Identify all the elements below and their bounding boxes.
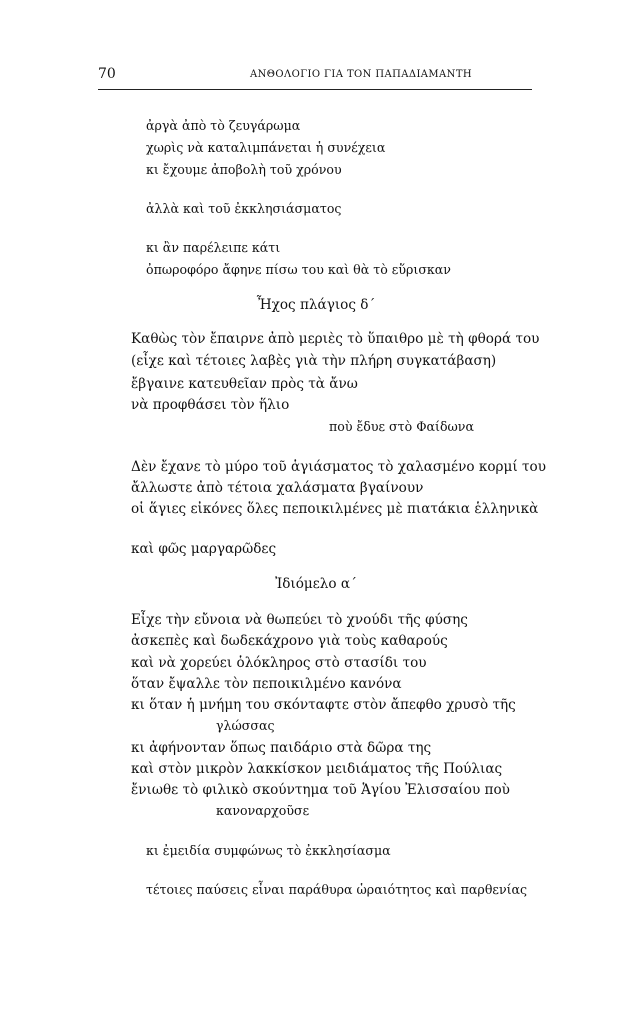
poem-line: κι ἂν παρέλειπε κάτι	[146, 240, 281, 255]
poem-line: (εἶχε καὶ τέτοιες λαβὲς γιὰ τὴν πλήρη συγκατάβαση)	[131, 353, 497, 369]
running-head: ΑΝΘΟΛΟΓΙΟ ΓΙΑ ΤΟΝ ΠΑΠΑΔΙΑΜΑΝΤΗ	[250, 69, 473, 80]
poem-line: χωρὶς νὰ καταλιμπάνεται ἡ συνέχεια	[146, 140, 386, 155]
poem-line: Καθὼς τὸν ἔπαιρνε ἀπὸ μεριὲς τὸ ὕπαιθρο μὲ τὴ φθορά του	[131, 331, 540, 347]
poem-line: νὰ προφθάσει τὸν ἥλιο	[131, 397, 290, 413]
poem-line: γλώσσας	[216, 718, 275, 733]
poem-line: κι ἐμειδία συμφώνως τὸ ἐκκλησίασμα	[146, 843, 391, 858]
poem-line: κανοναρχοῦσε	[216, 803, 310, 818]
section-heading: Ἰδιόμελο α΄	[275, 576, 357, 592]
poem-line: κι ἔχουμε ἀποβολὴ τοῦ χρόνου	[146, 162, 342, 177]
poem-line: ἄλλωστε ἀπὸ τέτοια χαλάσματα βγαίνουν	[131, 480, 424, 496]
poem-line: Εἶχε τὴν εὔνοια νὰ θωπεύει τὸ χνούδι τῆς φύσης	[131, 612, 468, 628]
poem-line: ἀργὰ ἀπὸ τὸ ζευγάρωμα	[146, 118, 301, 133]
poem-line: κι ἀφήνονταν ὅπως παιδάριο στὰ δῶρα της	[131, 740, 432, 756]
page-number: 70	[98, 66, 116, 82]
page-header	[98, 66, 532, 88]
poem-line: κι ὅταν ἡ μνήμη του σκόνταφτε στὸν ἄπεφθο χρυσὸ τῆς	[131, 697, 516, 713]
poem-line: τέτοιες παύσεις εἶναι παράθυρα ὡραιότητος καὶ παρθενίας	[146, 882, 528, 897]
header-rule	[98, 89, 532, 90]
poem-line: Δὲν ἔχανε τὸ μύρο τοῦ ἁγιάσματος τὸ χαλασμένο κορμί του	[131, 459, 546, 475]
poem-line: ἀλλὰ καὶ τοῦ ἐκκλησιάσματος	[146, 201, 342, 216]
poem-line: ὅταν ἔψαλλε τὸν πεποικιλμένο κανόνα	[131, 676, 402, 692]
poem-line: ἔνιωθε τὸ φιλικὸ σκούντημα τοῦ Ἁγίου Ἐλισσαίου ποὺ	[131, 782, 510, 798]
poem-line: καὶ φῶς μαργαρῶδες	[131, 541, 277, 557]
section-heading: Ἦχος πλάγιος δ΄	[256, 297, 376, 313]
poem-line: ὀπωροφόρο ἄφηνε πίσω του καὶ θὰ τὸ εὕρισκαν	[146, 262, 451, 277]
poem-line: ἀσκεπὲς καὶ δωδεκάχρονο γιὰ τοὺς καθαρούς	[131, 633, 448, 649]
poem-line: ἔβγαινε κατευθεῖαν πρὸς τὰ ἄνω	[131, 376, 358, 392]
poem-line: καὶ στὸν μικρὸν λακκίσκον μειδιάματος τῆς Πούλιας	[131, 761, 503, 777]
poem-line: ποὺ ἔδυε στὸ Φαίδωνα	[329, 419, 474, 434]
poem-line: οἱ ἅγιες εἰκόνες ὅλες πεποικιλμένες μὲ πιατάκια ἑλληνικὰ	[131, 501, 539, 517]
poem-line: καὶ νὰ χορεύει ὁλόκληρος στὸ στασίδι του	[131, 655, 427, 671]
